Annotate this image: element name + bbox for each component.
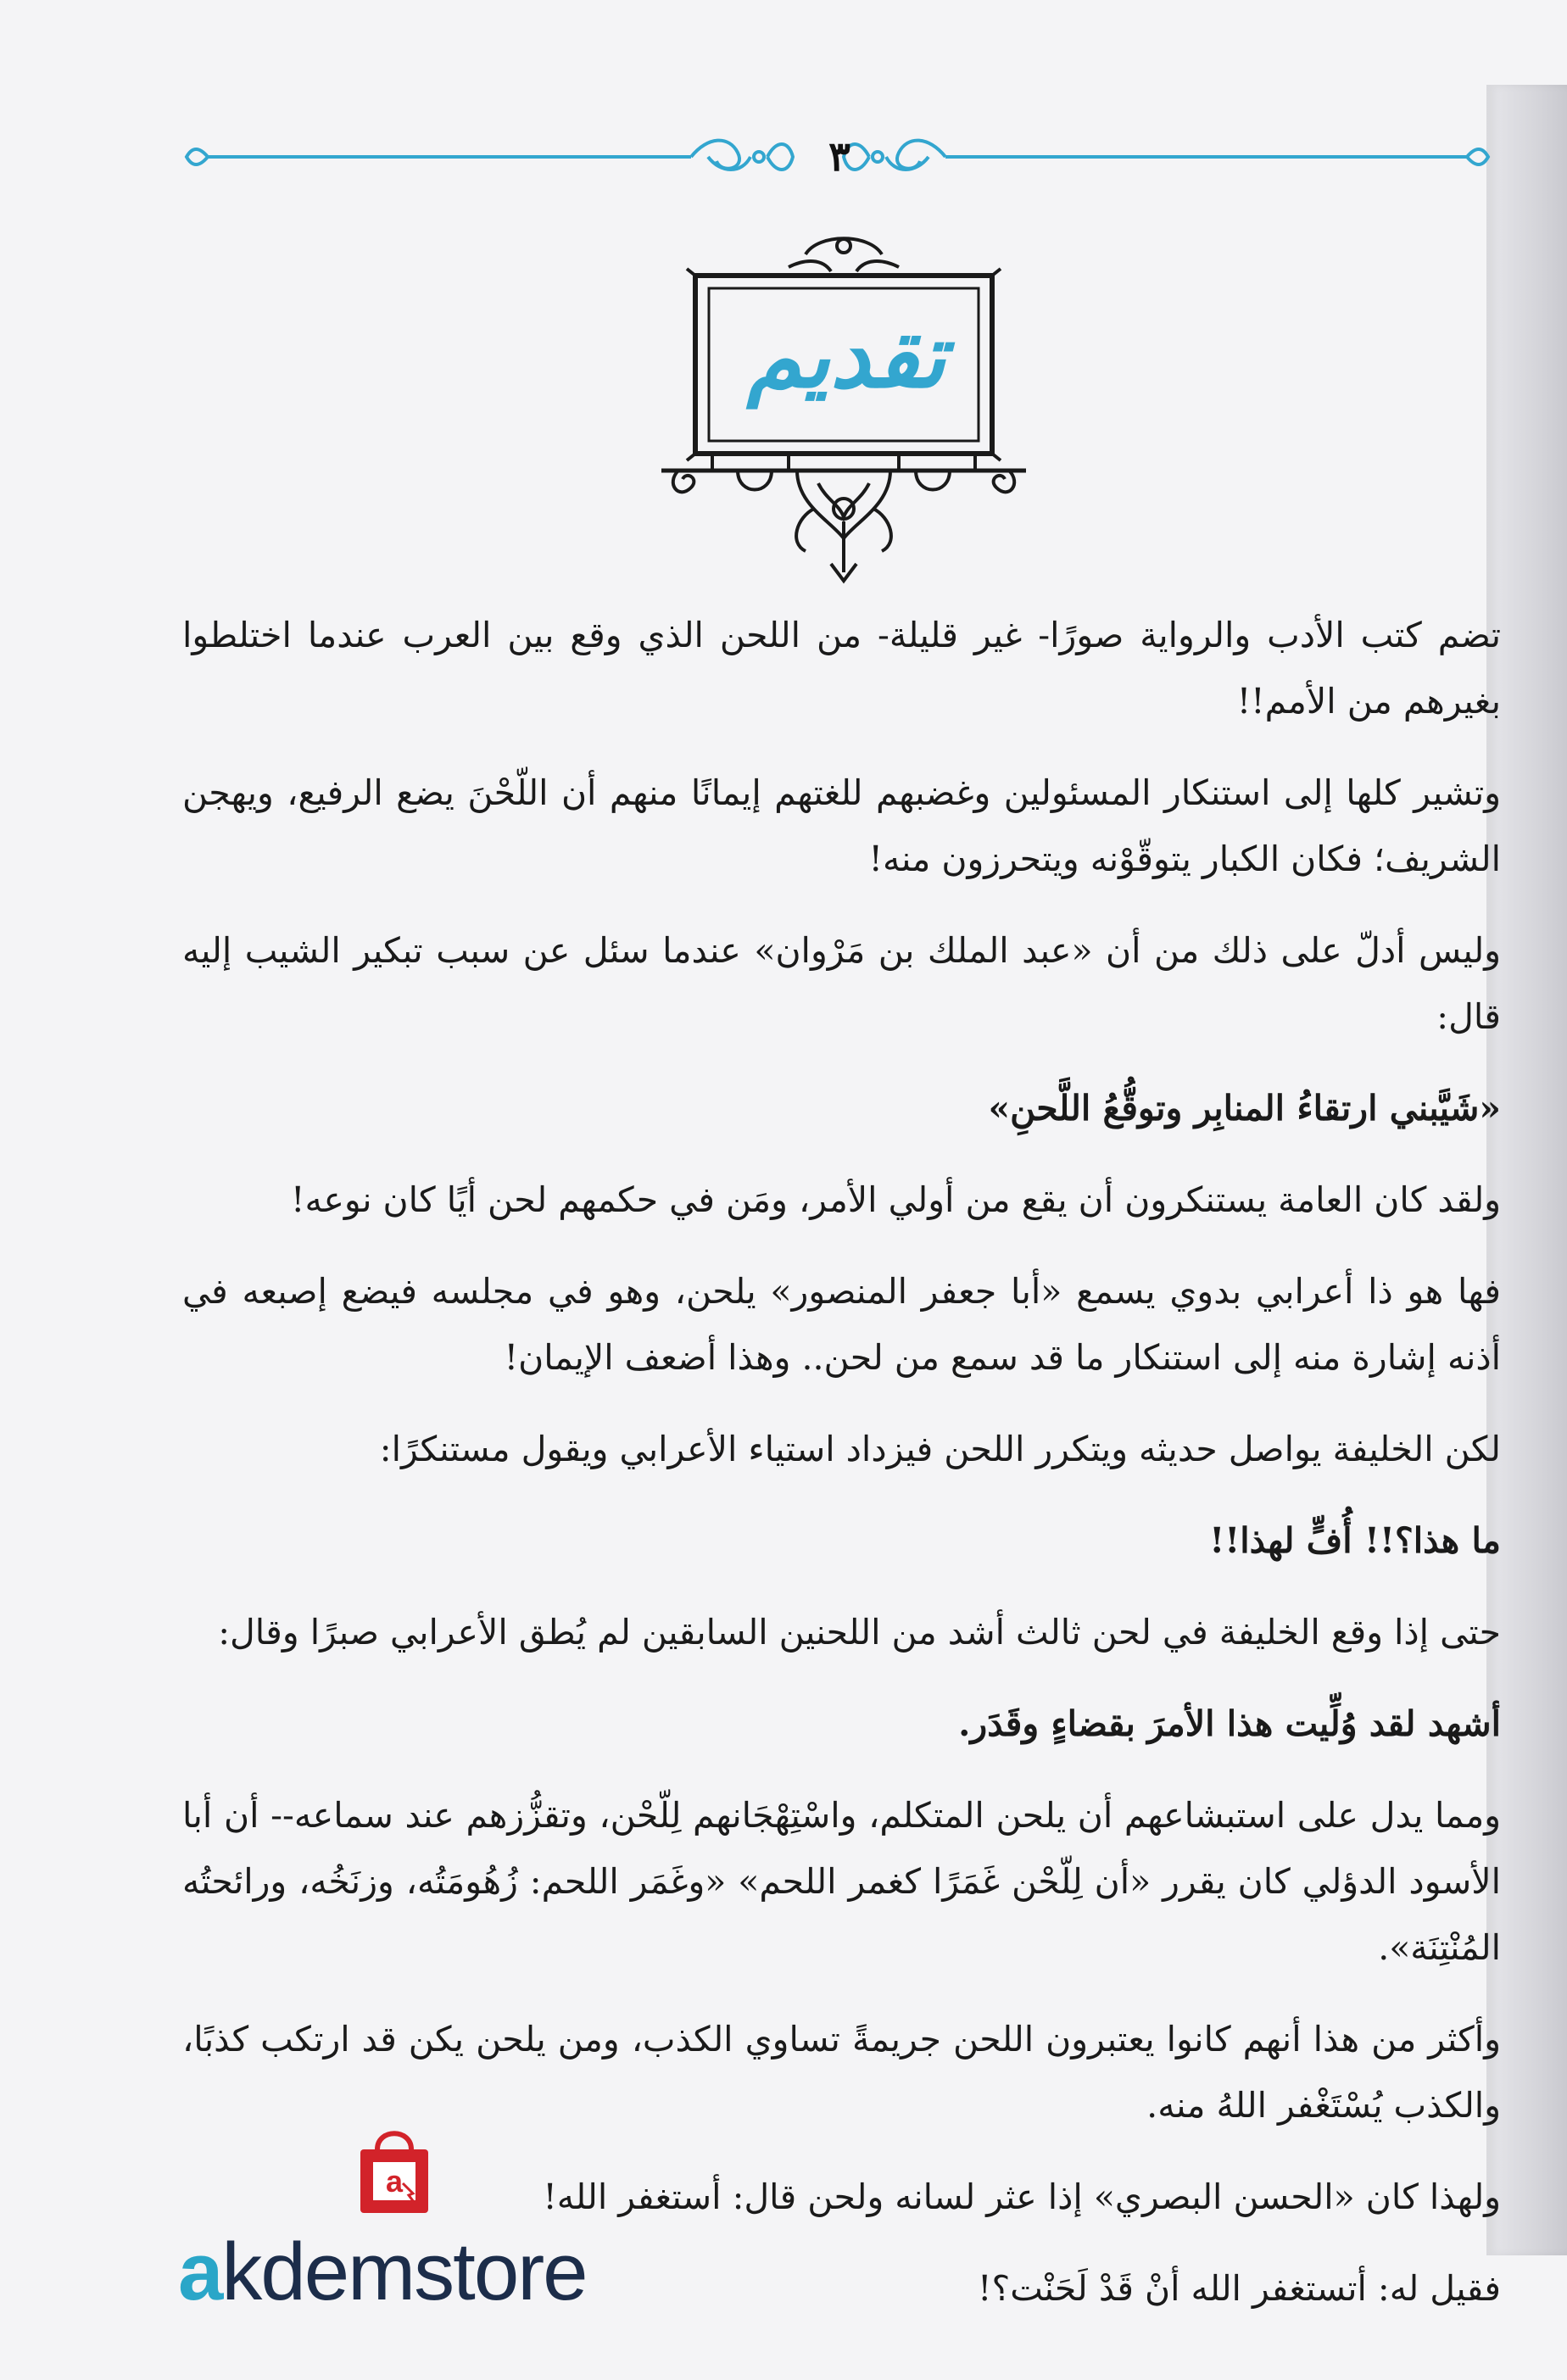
paragraph: وتشير كلها إلى استنكار المسئولين وغضبهم للغتهم إيمانًا منهم أن اللّحْنَ يضع الرفيع، ويهجن الشريف؛ فكان الكبار يتوقّوْنه ويتحرزون منه! [182,772,1501,879]
quote-paragraph: ما هذا؟!! أُفٍّ لهذا!! [1209,1520,1501,1561]
quote-paragraph: «شَيَّبني ارتقاءُ المنابِر وتوقُّعُ اللَّحنِ» [988,1088,1501,1129]
svg-text:a: a [385,2164,404,2199]
paragraph: ومما يدل على استبشاعهم أن يلحن المتكلم، واسْتِهْجَانهم لِلّحْن، وتقزُّزهم عند سماعه-- أن أبا الأسود الدؤلي كان يقرر «أن لِلّحْن غَمَرًا كغمر اللحم» «وغَمَر اللحم: زُهُومَتُه، وزنَخُه، ورائحتُه المُنْتِنَة». [182,1795,1501,1968]
body-text [182,602,1501,2347]
paragraph: فها هو ذا أعرابي بدوي يسمع «أبا جعفر المنصور» يلحن، وهو في مجلسه فيضع إصبعه في أذنه إشارة منه إلى استنكار ما قد سمع من لحن.. وهذا أضعف الإيمان! [182,1271,1501,1378]
page-title: تقديم [746,304,946,408]
page-number: ٣ [828,133,850,181]
shopping-bag-icon [352,2124,437,2217]
paragraph: لكن الخليفة يواصل حديثه ويتكرر اللحن فيزداد استياء الأعرابي ويقول مستنكرًا: [379,1429,1501,1469]
paragraph: حتى إذا وقع الخليفة في لحن ثالث أشد من اللحنين السابقين لم يُطق الأعرابي صبرًا وقال: [218,1612,1501,1653]
store-logo [178,2124,636,2336]
paragraph: وليس أدلّ على ذلك من أن «عبد الملك بن مَرْوان» عندما سئل عن سبب تبكير الشيب إليه قال: [182,930,1501,1037]
paragraph: ولقد كان العامة يستنكرون أن يقع من أولي الأمر، ومَن في حكمهم لحن أيًا كان نوعه! [291,1179,1501,1220]
paragraph: فقيل له: أتستغفر الله أنْ قَدْ لَحَنْت؟! [977,2268,1501,2309]
logo-accent-letter: a [178,2227,222,2317]
logo-rest: kdemstore [221,2227,587,2317]
logo-wordmark [178,2226,636,2319]
paragraph: تضم كتب الأدب والرواية صورًا- غير قليلة- من اللحن الذي وقع بين العرب عندما اختلطوا بغيرهم من الأمم!! [182,615,1501,722]
paragraph: وأكثر من هذا أنهم كانوا يعتبرون اللحن جريمةً تساوي الكذب، ومن يلحن يكن قد ارتكب كذبًا، والكذب يُسْتَغْفر اللهُ منه. [182,2019,1501,2126]
quote-paragraph: أشهد لقد وُلِّيت هذا الأمرَ بقضاءٍ وقَدَر. [958,1703,1501,1744]
paragraph: ولهذا كان «الحسن البصري» إذا عثر لسانه ولحن قال: أستغفر الله! [543,2177,1501,2217]
